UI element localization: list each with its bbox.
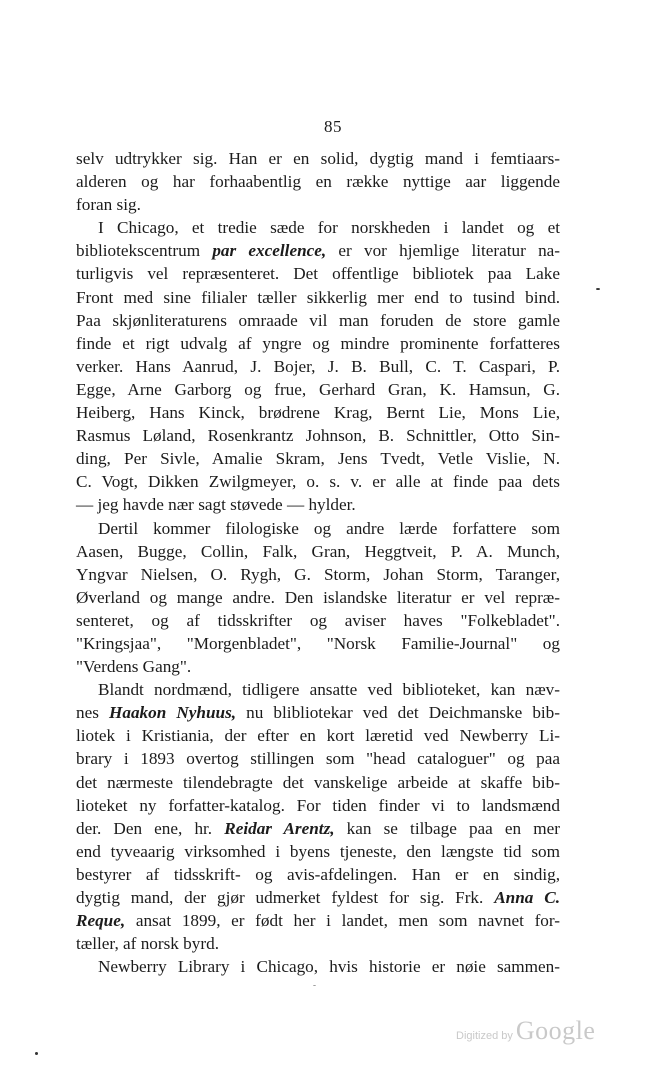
text-line: det nærmeste tilendebragte det vanskelige arbeide at skaffe bib-	[76, 772, 560, 792]
text-line: Heiberg, Hans Kinck, brødrene Krag, Bernt Lie, Mons Lie,	[76, 403, 560, 423]
ink-speck	[35, 1052, 38, 1055]
text-line: verker. Hans Aanrud, J. Bojer, J. B. Bull, C. T. Caspari, P.	[76, 356, 560, 376]
text-line: foran sig.	[76, 195, 141, 215]
text-line: C. Vogt, Dikken Zwilgmeyer, o. s. v. er alle at finde paa dets	[76, 472, 560, 492]
italic-name: Reidar Arentz,	[224, 818, 335, 838]
text-line: nes Haakon Nyhuus, nu blibliotekar ved det Deichmanske bib-	[76, 703, 560, 723]
text-line: brary i 1893 overtog stillingen som "head cataloguer" og paa	[76, 749, 560, 769]
ink-speck	[313, 985, 316, 986]
text-line: "Kringsjaa", "Morgenbladet", "Norsk Familie-Journal" og	[76, 633, 560, 653]
text-line: turligvis vel repræsenteret. Det offentlige bibliotek paa Lake	[76, 264, 560, 284]
google-logo: Google	[515, 1016, 596, 1045]
text-line: liotek i Kristiania, der efter en kort læretid ved Newberry Li-	[76, 726, 560, 746]
text-line: finde et rigt udvalg af yngre og mindre prominente forfatteres	[76, 333, 560, 353]
text-line: — jeg havde nær sagt støvede — hylder.	[76, 495, 356, 515]
text-line: Reque, ansat 1899, er født her i landet, men som navnet for-	[76, 911, 560, 931]
body-text	[76, 147, 560, 978]
italic-name: Anna C.	[494, 888, 561, 907]
text-line: Rasmus Løland, Rosenkrantz Johnson, B. Schnittler, Otto Sin-	[76, 426, 560, 446]
text-line: selv udtrykker sig. Han er en solid, dygtig mand i femtiaars-	[76, 149, 560, 168]
text-line: I Chicago, et tredie sæde for norskheden i landet og et	[98, 218, 560, 238]
text-line: Egge, Arne Garborg og frue, Gerhard Gran, K. Hamsun, G.	[76, 379, 560, 399]
text-line: ding, Per Sivle, Amalie Skram, Jens Tvedt, Vetle Vislie, N.	[76, 449, 560, 469]
text-line: Front med sine filialer tæller sikkerlig mer end to tusind bind.	[76, 287, 560, 307]
text-line: bibliotekscentrum par excellence, er vor hjemlige literatur na-	[76, 241, 561, 261]
ink-speck	[596, 288, 600, 290]
text-line: dygtig mand, der gjør udmerket fyldest for sig. Frk. Anna C.	[76, 888, 561, 907]
italic-phrase: par excellence,	[212, 241, 327, 261]
text-line: tæller, af norsk byrd.	[76, 934, 219, 954]
text-line: der. Den ene, hr. Reidar Arentz, kan se tilbage paa en mer	[76, 818, 560, 838]
text-line: lioteket ny forfatter-katalog. For tiden finder vi to landsmænd	[76, 795, 560, 815]
italic-name: Reque,	[76, 911, 126, 931]
digitized-by-google-watermark	[456, 1016, 595, 1046]
text-line: Dertil kommer filologiske og andre lærde forfattere som	[98, 518, 560, 538]
text-line: end tyveaarig virksomhed i byens tjeneste, den længste tid som	[76, 841, 560, 861]
italic-name: Haakon Nyhuus,	[109, 703, 237, 723]
text-line: alderen og har forhaabentlig en række nyttige aar liggende	[76, 172, 560, 192]
text-line: Øverland og mange andre. Den islandske literatur er vel repræ-	[76, 587, 560, 607]
text-line: Blandt nordmænd, tidligere ansatte ved biblioteket, kan næv-	[98, 680, 560, 700]
text-line: Newberry Library i Chicago, hvis historie er nøie sammen-	[98, 957, 560, 977]
watermark-prefix: Digitized by	[456, 1030, 513, 1042]
text-line: "Verdens Gang".	[76, 657, 192, 677]
text-line: senteret, og af tidsskrifter og aviser haves "Folkebladet".	[76, 610, 560, 630]
text-line: bestyrer af tidsskrift- og avis-afdelingen. Han er en sindig,	[76, 864, 560, 884]
text-line: Aasen, Bugge, Collin, Falk, Gran, Heggtveit, P. A. Munch,	[76, 541, 560, 561]
text-line: Paa skjønliteraturens omraade vil man foruden de store gamle	[76, 310, 560, 330]
page-number: 85	[324, 117, 342, 136]
text-line: Yngvar Nielsen, O. Rygh, G. Storm, Johan Storm, Taranger,	[76, 564, 560, 584]
